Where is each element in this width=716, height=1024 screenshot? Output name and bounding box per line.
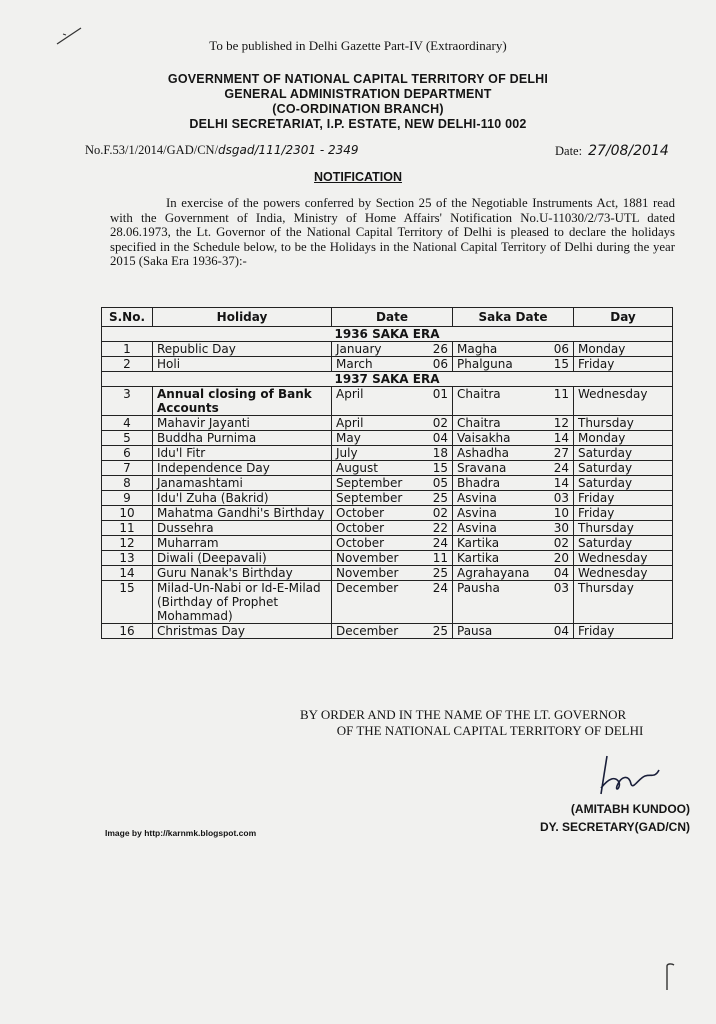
order-line-2: OF THE NATIONAL CAPITAL TERRITORY OF DELHI (336, 723, 644, 738)
table-header-row (102, 308, 673, 327)
issue-date: Date: 27/08/2014 (555, 143, 669, 159)
cell-saka-date (453, 416, 574, 431)
date-pair (336, 387, 448, 401)
saka-pair (457, 431, 569, 445)
cell-date (332, 491, 453, 506)
date-month: April (336, 416, 364, 430)
saka-pair (457, 357, 569, 371)
cell-date (332, 387, 453, 416)
cell-holiday: Annual closing of Bank Accounts (153, 387, 332, 416)
table-row (102, 357, 673, 372)
saka-day-number: 27 (553, 446, 569, 460)
cell-saka-date (453, 551, 574, 566)
branch-name: (CO-ORDINATION BRANCH) (272, 102, 444, 116)
saka-month: Sravana (457, 461, 507, 475)
date-day-number: 24 (432, 581, 448, 595)
saka-day-number: 06 (553, 342, 569, 356)
cell-saka-date (453, 566, 574, 581)
cell-holiday: Mahavir Jayanti (153, 416, 332, 431)
cell-sno: 11 (102, 521, 153, 536)
cell-date (332, 431, 453, 446)
saka-month: Kartika (457, 536, 500, 550)
cell-sno: 13 (102, 551, 153, 566)
cell-sno: 4 (102, 416, 153, 431)
cell-date (332, 624, 453, 639)
cell-sno: 3 (102, 387, 153, 416)
holiday-table (101, 307, 673, 639)
saka-day-number: 04 (553, 624, 569, 638)
date-pair (336, 506, 448, 520)
cell-date (332, 476, 453, 491)
saka-day-number: 15 (553, 357, 569, 371)
saka-pair (457, 416, 569, 430)
date-month: November (336, 566, 399, 580)
cell-weekday: Friday (574, 506, 673, 521)
cell-weekday: Saturday (574, 476, 673, 491)
date-pair (336, 342, 448, 356)
saka-month: Asvina (457, 491, 497, 505)
image-credit: Image by http://karnmk.blogspot.com (105, 828, 257, 838)
cell-sno: 9 (102, 491, 153, 506)
cell-weekday: Wednesday (574, 566, 673, 581)
cell-holiday: Dussehra (153, 521, 332, 536)
date-pair (336, 491, 448, 505)
saka-month: Magha (457, 342, 498, 356)
cell-holiday: Buddha Purnima (153, 431, 332, 446)
date-month: August (336, 461, 378, 475)
saka-pair (457, 476, 569, 490)
saka-month: Kartika (457, 551, 500, 565)
saka-month: Bhadra (457, 476, 501, 490)
cell-saka-date (453, 491, 574, 506)
gazette-line: To be published in Delhi Gazette Part-IV (Extraordinary) (209, 38, 507, 53)
cell-sno: 2 (102, 357, 153, 372)
cell-saka-date (453, 506, 574, 521)
saka-day-number: 03 (553, 581, 569, 595)
saka-day-number: 03 (553, 491, 569, 505)
saka-pair (457, 566, 569, 580)
table-row (102, 342, 673, 357)
table-row (102, 387, 673, 416)
cell-date (332, 446, 453, 461)
cell-saka-date (453, 581, 574, 624)
cell-date (332, 342, 453, 357)
date-pair (336, 566, 448, 580)
cell-saka-date (453, 521, 574, 536)
header-sno: S.No. (102, 308, 153, 327)
cell-sno: 7 (102, 461, 153, 476)
table-row (102, 624, 673, 639)
era-row (102, 372, 673, 387)
date-day-number: 02 (432, 506, 448, 520)
cell-holiday: Diwali (Deepavali) (153, 551, 332, 566)
officer-block (500, 800, 690, 836)
government-header (0, 72, 716, 132)
cell-sno: 12 (102, 536, 153, 551)
date-pair (336, 551, 448, 565)
signature-icon (595, 748, 665, 798)
saka-day-number: 11 (553, 387, 569, 401)
date-day-number: 05 (432, 476, 448, 490)
saka-month: Vaisakha (457, 431, 511, 445)
table-row (102, 521, 673, 536)
era-label: 1937 SAKA ERA (102, 372, 673, 387)
date-pair (336, 476, 448, 490)
header-saka-date: Saka Date (453, 308, 574, 327)
officer-designation: DY. SECRETARY(GAD/CN) (539, 820, 690, 834)
saka-pair (457, 491, 569, 505)
date-month: October (336, 536, 385, 550)
table-row (102, 416, 673, 431)
officer-name: (AMITABH KUNDOO) (570, 802, 690, 816)
table-row (102, 566, 673, 581)
saka-month: Chaitra (457, 387, 501, 401)
cell-weekday: Saturday (574, 461, 673, 476)
cell-weekday: Monday (574, 431, 673, 446)
date-pair (336, 461, 448, 475)
saka-month: Pausa (457, 624, 493, 638)
cell-saka-date (453, 536, 574, 551)
handwritten-number: dsgad/111/2301 - 2349 (218, 143, 359, 157)
cell-saka-date (453, 342, 574, 357)
date-pair (336, 536, 448, 550)
date-day-number: 25 (432, 624, 448, 638)
cell-date (332, 581, 453, 624)
date-month: April (336, 387, 364, 401)
cell-date (332, 551, 453, 566)
date-day-number: 22 (432, 521, 448, 535)
cell-holiday: Milad-Un-Nabi or Id-E-Milad (Birthday of Prophet Mohammad) (153, 581, 332, 624)
date-pair (336, 416, 448, 430)
office-address: DELHI SECRETARIAT, I.P. ESTATE, NEW DELHI-110 002 (189, 117, 527, 131)
saka-month: Pausha (457, 581, 500, 595)
cell-date (332, 416, 453, 431)
date-pair (336, 521, 448, 535)
date-day-number: 24 (432, 536, 448, 550)
saka-pair (457, 521, 569, 535)
cell-sno: 10 (102, 506, 153, 521)
saka-day-number: 10 (553, 506, 569, 520)
cell-sno: 5 (102, 431, 153, 446)
government-name: GOVERNMENT OF NATIONAL CAPITAL TERRITORY OF DELHI (167, 72, 549, 86)
saka-month: Asvina (457, 506, 497, 520)
saka-month: Agrahayana (457, 566, 530, 580)
saka-pair (457, 461, 569, 475)
date-month: October (336, 521, 385, 535)
table-row (102, 431, 673, 446)
table-row (102, 491, 673, 506)
date-month: November (336, 551, 399, 565)
saka-month: Phalguna (457, 357, 513, 371)
date-month: January (336, 342, 382, 356)
date-month: March (336, 357, 373, 371)
cell-weekday: Thursday (574, 581, 673, 624)
date-pair (336, 431, 448, 445)
cell-date (332, 521, 453, 536)
date-month: May (336, 431, 361, 445)
notification-body: In exercise of the powers conferred by Section 25 of the Negotiable Instruments Act, 1881 read with the Government of India, Ministry of Home Affairs' Notification No.U-11030/2/73-UTL dated 28.06.1973, the Lt. Governor of the National Capital Territory of Delhi is pleased to declare the holidays specified in the Schedule below, to be the Holidays in the National Capital Territory of Delhi during the year 2015 (Saka Era 1936-37):- (110, 196, 675, 268)
saka-month: Ashadha (457, 446, 509, 460)
saka-day-number: 30 (553, 521, 569, 535)
cell-sno: 6 (102, 446, 153, 461)
cell-saka-date (453, 476, 574, 491)
cell-date (332, 566, 453, 581)
cell-weekday: Saturday (574, 446, 673, 461)
reference-row (85, 143, 675, 163)
saka-day-number: 04 (553, 566, 569, 580)
cell-holiday: Holi (153, 357, 332, 372)
cell-holiday: Janamashtami (153, 476, 332, 491)
date-day-number: 26 (432, 342, 448, 356)
cell-holiday: Mahatma Gandhi's Birthday (153, 506, 332, 521)
saka-pair (457, 624, 569, 638)
cell-weekday: Friday (574, 624, 673, 639)
date-month: December (336, 624, 399, 638)
corner-mark-icon (655, 962, 677, 992)
handwritten-date: 27/08/2014 (588, 143, 669, 159)
date-day-number: 15 (432, 461, 448, 475)
saka-pair (457, 506, 569, 520)
order-line-1: BY ORDER AND IN THE NAME OF THE LT. GOVERNOR (300, 707, 627, 722)
cell-saka-date (453, 357, 574, 372)
cell-weekday: Friday (574, 357, 673, 372)
table-row (102, 446, 673, 461)
saka-pair (457, 446, 569, 460)
cell-saka-date (453, 446, 574, 461)
cell-sno: 8 (102, 476, 153, 491)
cell-sno: 1 (102, 342, 153, 357)
cell-holiday: Muharram (153, 536, 332, 551)
date-day-number: 02 (432, 416, 448, 430)
date-day-number: 06 (432, 357, 448, 371)
date-day-number: 25 (432, 566, 448, 580)
cell-sno: 16 (102, 624, 153, 639)
cell-holiday: Christmas Day (153, 624, 332, 639)
cell-saka-date (453, 387, 574, 416)
saka-pair (457, 536, 569, 550)
saka-day-number: 02 (553, 536, 569, 550)
cell-sno: 14 (102, 566, 153, 581)
cell-date (332, 536, 453, 551)
date-month: July (336, 446, 358, 460)
cell-date (332, 357, 453, 372)
cell-holiday: Idu'l Zuha (Bakrid) (153, 491, 332, 506)
cell-weekday: Friday (574, 491, 673, 506)
department-name: GENERAL ADMINISTRATION DEPARTMENT (224, 87, 492, 101)
date-month: October (336, 506, 385, 520)
table-row (102, 581, 673, 624)
order-block (300, 707, 680, 739)
date-day-number: 18 (432, 446, 448, 460)
file-number: No.F.53/1/2014/GAD/CN/dsgad/111/2301 - 2349 (85, 143, 359, 157)
cell-holiday: Independence Day (153, 461, 332, 476)
cell-date (332, 506, 453, 521)
saka-pair (457, 581, 569, 595)
date-pair (336, 357, 448, 371)
date-day-number: 04 (432, 431, 448, 445)
cell-holiday: Republic Day (153, 342, 332, 357)
cell-saka-date (453, 624, 574, 639)
era-row: 1936 SAKA ERA (102, 327, 673, 342)
saka-pair (457, 342, 569, 356)
table-row (102, 506, 673, 521)
cell-weekday: Monday (574, 342, 673, 357)
date-pair (336, 624, 448, 638)
cell-holiday: Guru Nanak's Birthday (153, 566, 332, 581)
cell-weekday: Thursday (574, 416, 673, 431)
table-row (102, 551, 673, 566)
header-day: Day (574, 308, 673, 327)
cell-date (332, 461, 453, 476)
notification-title: NOTIFICATION (314, 170, 402, 184)
header-holiday: Holiday (153, 308, 332, 327)
cell-weekday: Wednesday (574, 387, 673, 416)
header-date: Date (332, 308, 453, 327)
cell-weekday: Saturday (574, 536, 673, 551)
cell-saka-date (453, 461, 574, 476)
date-pair (336, 581, 448, 595)
table-row (102, 536, 673, 551)
cell-saka-date (453, 431, 574, 446)
date-day-number: 25 (432, 491, 448, 505)
date-day-number: 01 (432, 387, 448, 401)
date-month: September (336, 476, 403, 490)
cell-sno: 15 (102, 581, 153, 624)
saka-day-number: 12 (553, 416, 569, 430)
table-row (102, 476, 673, 491)
saka-pair (457, 551, 569, 565)
saka-month: Asvina (457, 521, 497, 535)
table-row (102, 461, 673, 476)
saka-day-number: 20 (553, 551, 569, 565)
saka-pair (457, 387, 569, 401)
saka-month: Chaitra (457, 416, 501, 430)
saka-day-number: 14 (553, 476, 569, 490)
cell-weekday: Wednesday (574, 551, 673, 566)
cell-weekday: Thursday (574, 521, 673, 536)
date-month: December (336, 581, 399, 595)
cell-holiday: Idu'l Fitr (153, 446, 332, 461)
saka-day-number: 14 (553, 431, 569, 445)
date-pair (336, 446, 448, 460)
saka-day-number: 24 (553, 461, 569, 475)
date-day-number: 11 (432, 551, 448, 565)
date-month: September (336, 491, 403, 505)
